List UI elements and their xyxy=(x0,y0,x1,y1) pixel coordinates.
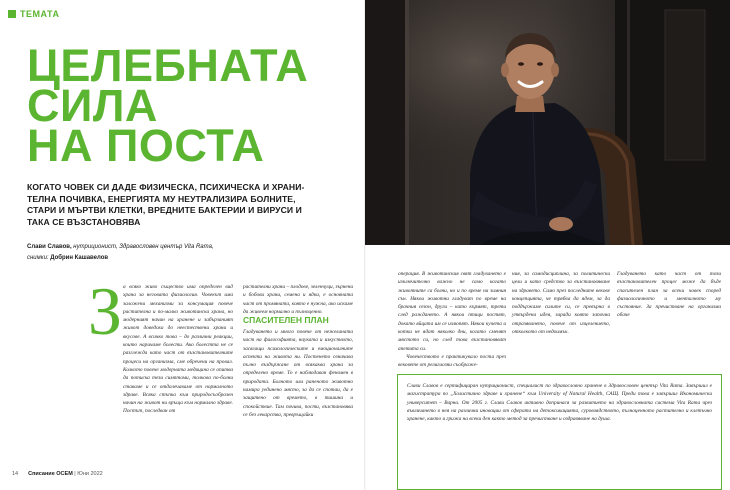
portrait-photo xyxy=(365,0,730,245)
headline-line-2: СИЛА xyxy=(27,80,158,131)
section-label: ТЕМАТА xyxy=(20,9,60,19)
drop-cap: З xyxy=(88,273,123,349)
body-column-2b: Гладуването и много повече от нежеланата част на философията, науката и изкуството, засягащи психологическите и емоционалните аспекти на живота ни. Постенето означава пълно въздържане от всякаква храна за определено време. То е наблюдаван феномен в природата. Болното или раненото животно намира уединено място, за да се спотаи, да е защитено от времето, в тишина и спокойствие. Там почива, пости, възстановява се без лекарства, превръщайки xyxy=(243,329,353,418)
article-headline xyxy=(27,40,309,171)
page-number: 14 xyxy=(12,471,19,477)
section-square-icon xyxy=(8,10,16,18)
section-tag xyxy=(8,9,59,19)
right-column-1-text: операция. В животинския свят гладуването е изключително важно не само когато животните са болни, но и по време на зимния сън. Някои животни гладуват по време на брачния сезон, други – като кърмят, трети след раждането. А някои птици постят, докато яйцата им се излюпят. Някои кучета и котки не ядат няколко дни, когато сменят мястото си, но след това възстановяват апетита си. xyxy=(398,271,506,352)
right-column-2: ния, за самодисциплина, за политически цели и като средство за възстановяване на здравето. Само през последните векове концепцията, че трябва да ядем, за да поддържаме силите си, се превърна в утвърдена идея, заради която започна отразяването, повече от изцелението, отколкото от недоимък. xyxy=(512,271,610,336)
headline-line-1: ЦЕЛЕБНАТА xyxy=(27,40,309,91)
author-bio-text: Слави Славов е сертифициран нутриционист, специалист по здравословно хранене в Здравословен център Vita Rama. Завършил е магистратура по „Холистично здраве и хранене“ към University of Natural Health, САЩ. Преди това е завършил Икономически университет – Варна. От 2005 г. Слави Славов активно допринася за развитието на здравословната система Vita Rama чрез въвличането в нея на различни иновации от сферата на детоксикацията, суровоядството, пълноценното растително и клетъчно хранене, както и грижа на всеки ден както метод за пречистване и оздравяване на душа. xyxy=(407,383,712,423)
byline-author: Слави Славов, xyxy=(27,244,72,250)
byline-photographer: Добрин Кашавелов xyxy=(48,254,109,261)
author-bio-box xyxy=(397,374,722,490)
issue-date: Юни 2022 xyxy=(77,471,103,477)
body-column-1: а всяко живо същество има определен вид храна за неговата физиология. Човекът има заложени механизми за консумация повече растителна и по-малко животинска храна, но модерният начин на хранене и забързаният живот доведоха до неестествени храни и вкусове. А всичко това – до различни реакции, които наричаме болести. Ако болестта не се разглежда като част от възстановителните процеси на организма, сме обречени на провал. Колкото повече модерната медицина се опитва да потиска тези симптоми, толкова по-болни ставаме и се отдалечаваме от нормалното здраве. Всяка стъпка към природосъобразен начин на живот ни връща към нормално здраве. Постът, последван от xyxy=(123,284,233,415)
subhead: СПАСИТЕЛЕН ПЛАН xyxy=(243,315,329,325)
page-footer: 14 Списание ОСЕМ | Юни 2022 xyxy=(12,471,103,477)
right-column-1 xyxy=(398,270,506,370)
portrait-illustration xyxy=(365,0,730,245)
byline-photo-label: снимки: xyxy=(27,254,49,261)
byline xyxy=(27,242,214,263)
byline-author-role: нутриционист, Здравословен център Vita Rama, xyxy=(71,244,214,250)
right-column-3: Гладуването като част от този възстановителен процес може да бъде спасителен план за всеки човек според физиологичното и менталното му състояние. За пречистване на организма обаче xyxy=(617,271,721,319)
headline-line-3: НА ПОСТА xyxy=(27,120,265,171)
magazine-name: Списание ОСЕМ xyxy=(28,471,73,477)
body-column-2: растителни храни – плодове, зеленчуци, зърнени и бобови храни, семена и ядки, е основната част от промяната, която е нужна, ако искаме да живеем нормално и пълноценно. xyxy=(243,284,353,315)
right-column-1-text-b: Човечеството е практикувало поста през вековете от религиозни съображе- xyxy=(398,353,506,369)
article-lead: КОГАТО ЧОВЕК СИ ДАДЕ ФИЗИЧЕСКА, ПСИХИЧЕСКА И ХРАНИ-ТЕЛНА ПОЧИВКА, ЕНЕРГИЯТА МУ НЕУТРАЛИЗИРА БОЛНИТЕ, СТАРИ И МЪРТВИ КЛЕТКИ, ВРЕДНИТЕ БАКТЕРИИ И ВИРУСИ И ТАКА СЕ ВЪЗСТАНОВЯВА xyxy=(27,182,305,227)
